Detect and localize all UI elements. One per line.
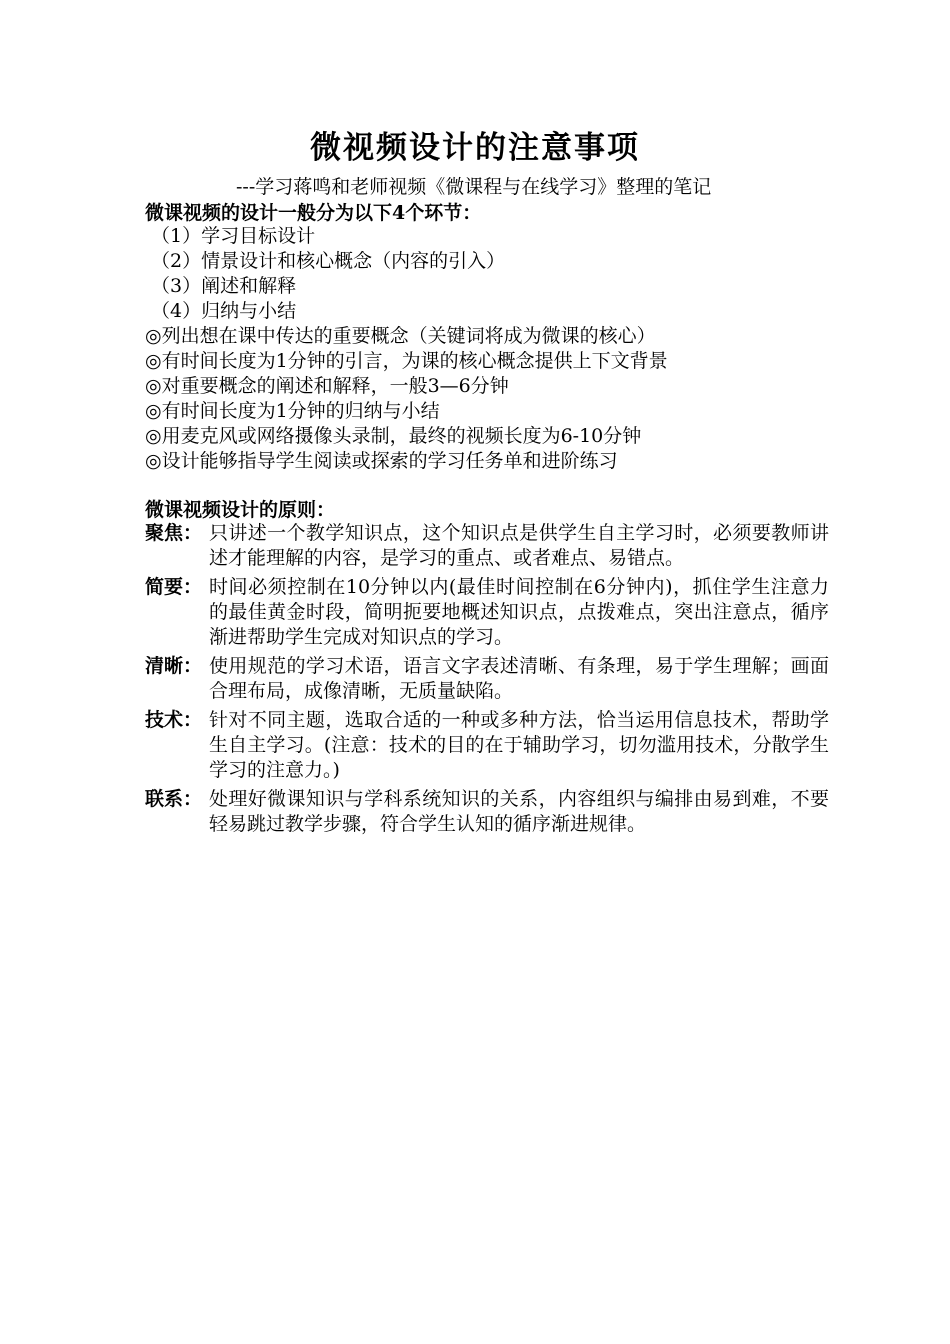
principle-text: 针对不同主题，选取合适的一种或多种方法，恰当运用信息技术，帮助学生自主学习。(注意：技术的目的在于辅助学习，切勿滥用技术，分散学生学习的注意力。)	[209, 709, 829, 781]
bullet-item: ◎用麦克风或网络摄像头录制，最终的视频长度为6-10分钟	[145, 425, 642, 447]
principle-text: 处理好微课知识与学科系统知识的关系，内容组织与编排由易到难，不要轻易跳过教学步骤，符合学生认知的循序渐进规律。	[209, 788, 829, 835]
list-item: （4）归纳与小结	[151, 300, 297, 322]
principle-item-clarity	[145, 654, 829, 704]
section-heading-principles: 微课视频设计的原则：	[145, 499, 336, 521]
principle-term: 简要：	[145, 576, 203, 598]
bullet-item: ◎有时间长度为1分钟的引言，为课的核心概念提供上下文背景	[145, 350, 668, 372]
principles-list	[145, 521, 829, 841]
principle-item-technology	[145, 708, 829, 783]
page-title: 微视频设计的注意事项	[310, 130, 640, 166]
principle-term: 联系：	[145, 788, 203, 810]
principle-text: 使用规范的学习术语，语言文字表述清晰、有条理，易于学生理解；画面合理布局，成像清晰，无质量缺陷。	[209, 655, 829, 702]
principle-item-connection	[145, 787, 829, 837]
list-item: （1）学习目标设计	[151, 225, 316, 247]
section-heading-steps: 微课视频的设计一般分为以下4个环节：	[145, 202, 482, 224]
bullet-item: ◎设计能够指导学生阅读或探索的学习任务单和进阶练习	[145, 450, 618, 472]
principle-term: 聚焦：	[145, 522, 203, 544]
principle-item-focus	[145, 521, 829, 571]
page-subtitle: ---学习蒋鸣和老师视频《微课程与在线学习》整理的笔记	[236, 176, 712, 198]
bullet-item: ◎对重要概念的阐述和解释，一般3—6分钟	[145, 375, 509, 397]
list-item: （2）情景设计和核心概念（内容的引入）	[151, 250, 506, 272]
principle-text: 只讲述一个教学知识点，这个知识点是供学生自主学习时，必须要教师讲述才能理解的内容，是学习的重点、或者难点、易错点。	[209, 522, 829, 569]
principle-text: 时间必须控制在10分钟以内(最佳时间控制在6分钟内)，抓住学生注意力的最佳黄金时段，简明扼要地概述知识点，点拨难点，突出注意点，循序渐进帮助学生完成对知识点的学习。	[209, 576, 829, 648]
principle-term: 技术：	[145, 709, 203, 731]
steps-list	[145, 224, 668, 474]
bullet-item: ◎列出想在课中传达的重要概念（关键词将成为微课的核心）	[145, 325, 656, 347]
list-item: （3）阐述和解释	[151, 275, 297, 297]
principle-item-concise	[145, 575, 829, 650]
bullet-item: ◎有时间长度为1分钟的归纳与小结	[145, 400, 440, 422]
principle-term: 清晰：	[145, 655, 203, 677]
